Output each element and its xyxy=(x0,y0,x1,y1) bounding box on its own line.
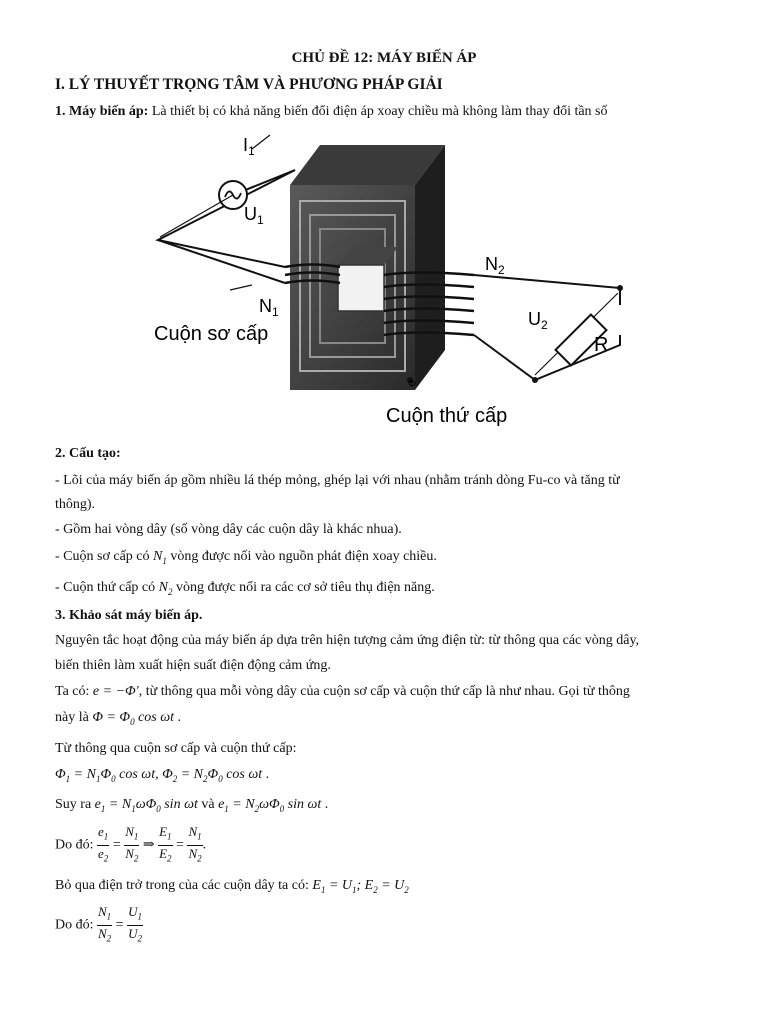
survey-p2c: này là $\Phi = \Phi_0$ cos ωt . xyxy=(55,710,182,727)
structure-line-3 xyxy=(55,548,437,570)
n1-arrow xyxy=(230,285,252,290)
formula-emf: e = −Φ′ xyxy=(92,684,139,699)
text: Bỏ qua điện trở trong của các cuộn dây ta có: xyxy=(55,878,313,893)
structure-line-4 xyxy=(55,579,435,601)
fraction: $\frac{N_1}{N_2}$ xyxy=(125,824,139,864)
section-heading: I. LÝ THUYẾT TRỌNG TÂM VÀ PHƯƠNG PHÁP GIẢI xyxy=(55,76,443,93)
survey-p3: Từ thông qua cuộn sơ cấp và cuộn thứ cấp: xyxy=(55,741,297,756)
page-title: CHỦ ĐỀ 12: MÁY BIẾN ÁP xyxy=(291,50,477,66)
primary-label: Cuộn sơ cấp xyxy=(154,323,269,345)
u2-label: $U_2$ xyxy=(528,309,548,332)
u1-arrow xyxy=(160,195,233,237)
fraction: $\frac{U_1}{U_2}$ xyxy=(128,904,142,944)
text: vòng được nối ra các cơ sở tiêu thụ điện năng. xyxy=(172,580,435,595)
text: Suy ra xyxy=(55,797,95,812)
text: vòng được nối vào nguồn phát điện xoay chiều. xyxy=(166,549,437,564)
survey-p5: Suy ra $e_1 = N_1\omega\Phi_0$ sin ωt và $e_1 = N_2\omega\Phi_0$ sin ωt . xyxy=(55,797,329,814)
structure-line-1b: thông). xyxy=(55,497,96,512)
text: này là xyxy=(55,710,93,725)
core-window xyxy=(338,265,384,311)
formula-flux: $\Phi = \Phi_0$ cos ωt xyxy=(92,710,175,727)
n1-symbol: $N_1$ xyxy=(153,549,167,566)
formula-e-u: $E_1 = U_1$; $E_2 = U_2$ xyxy=(312,878,409,895)
r-label: R xyxy=(594,334,609,356)
fraction: $\frac{E_1}{E_2}$ xyxy=(159,824,172,864)
survey-p6: Do đó: $\frac{e_1}{e_2}$ = $\frac{N_1}{N_2}$ ⇒ $\frac{E_1}{E_2}$ = $\frac{N_1}{N_2}$ . xyxy=(55,824,206,866)
formula-flux-coils: $\Phi_1 = N_1\Phi_0$ cos ωt, $\Phi_2 = N_2\Phi_0$ cos ωt . xyxy=(55,767,270,784)
survey-p1: Nguyên tắc hoạt động của máy biến áp dựa trên hiện tượng cảm ứng điện từ: từ thông qua các vòng dây, xyxy=(55,633,640,648)
i1-label: $I_1$ xyxy=(243,135,255,158)
n1-label: $N_1$ xyxy=(259,296,279,319)
text: và xyxy=(197,797,219,812)
text: Do đó: xyxy=(55,837,97,853)
text: - Cuộn thứ cấp có xyxy=(55,580,159,595)
definition-label: 1. Máy biến áp: xyxy=(55,104,149,119)
formula-e1: $e_1 = N_1\omega\Phi_0$ sin ωt xyxy=(94,797,198,814)
formula-e2: $e_1 = N_2\omega\Phi_0$ sin ωt xyxy=(218,797,322,814)
structure-line-1: - Lõi của máy biến áp gồm nhiều lá thép mỏng, ghép lại với nhau (nhằm tránh dòng Fu-co và tăng từ xyxy=(55,473,620,488)
phi-label: Φ xyxy=(408,379,416,390)
terminal-dot xyxy=(617,285,623,291)
survey-p2 xyxy=(55,683,717,701)
survey-p7 xyxy=(55,877,409,899)
survey-p1b: biến thiên làm xuất hiện suất điện động cảm ứng. xyxy=(55,658,331,673)
u1-label: $U_1$ xyxy=(244,204,264,227)
text: , từ thông qua mỗi vòng dây của cuộn sơ cấp và cuộn thứ cấp là như nhau. Gọi từ thông xyxy=(138,684,630,699)
fraction: $\frac{N_1}{N_2}$ xyxy=(188,824,202,864)
secondary-label: Cuộn thứ cấp xyxy=(386,405,508,427)
text: Ta có: xyxy=(55,684,93,699)
text: Do đó: xyxy=(55,917,97,933)
structure-line-2: - Gồm hai vòng dây (số vòng dây các cuộn dây là khác nhua). xyxy=(55,522,402,537)
fraction: $\frac{N_1}{N_2}$ xyxy=(98,904,112,944)
definition-text: Là thiết bị có khả năng biến đổi điện áp xoay chiều mà không làm thay đổi tần số xyxy=(148,104,608,119)
n2-symbol: $N_2$ xyxy=(158,580,173,597)
text: - Cuộn sơ cấp có xyxy=(55,549,153,564)
terminal-dot xyxy=(532,377,538,383)
transformer-figure xyxy=(140,125,660,445)
definition xyxy=(55,103,608,121)
survey-p8: Do đó: $\frac{N_1}{N_2}$ = $\frac{U_1}{U_2}$ xyxy=(55,904,143,946)
survey-heading: 3. Khảo sát máy biến áp. xyxy=(55,608,203,623)
structure-heading: 2. Cấu tạo: xyxy=(55,446,121,461)
n2-label: $N_2$ xyxy=(485,254,505,277)
fraction: $\frac{e_1}{e_2}$ xyxy=(98,824,109,864)
core-side xyxy=(415,145,445,390)
